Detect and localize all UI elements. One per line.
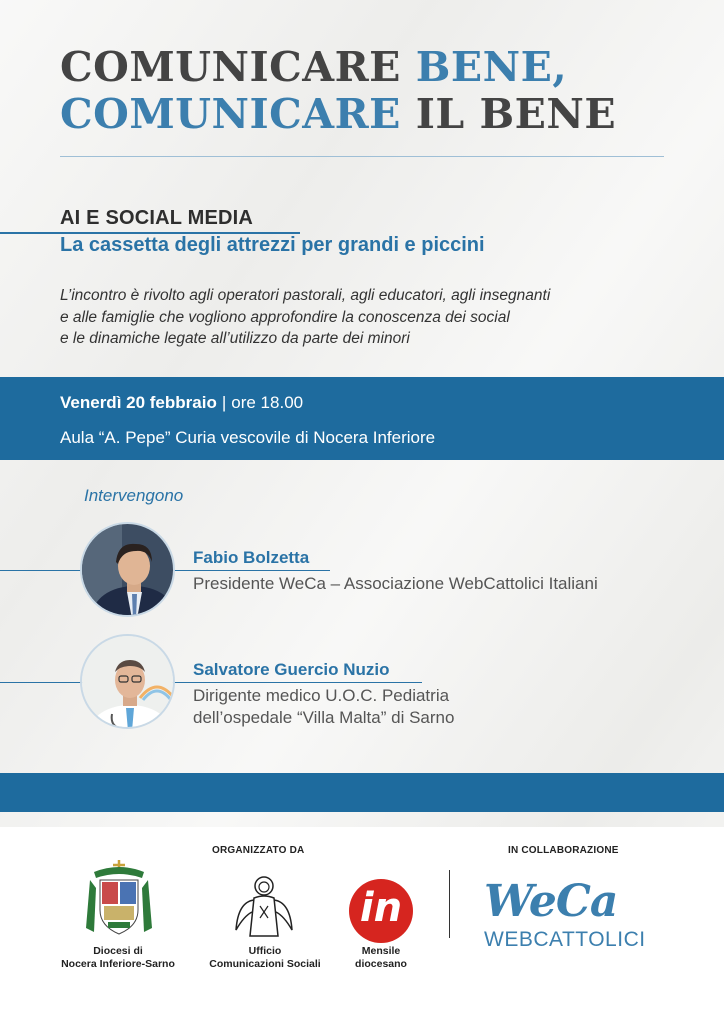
speaker-2-role-line-1: Dirigente medico U.O.C. Pediatria	[193, 686, 450, 705]
intro-line-1: L’incontro è rivolto agli operatori pastorali, agli educatori, agli insegnanti	[60, 287, 551, 304]
office-caption	[200, 945, 330, 971]
event-time: ore 18.00	[231, 393, 304, 412]
title-divider	[60, 156, 664, 157]
office-caption-line-2: Comunicazioni Sociali	[209, 958, 321, 970]
event-separator: |	[221, 393, 227, 412]
mensile-caption-line-1: Mensile	[361, 945, 401, 957]
topic-title: AI E SOCIAL MEDIA	[60, 207, 254, 229]
mensile-logo-icon	[349, 879, 413, 943]
diocese-caption	[48, 945, 188, 971]
mensile-caption	[341, 945, 421, 971]
main-title	[60, 44, 680, 138]
diocese-crest-icon	[84, 858, 154, 938]
speaker-2-role-line-2: dell’ospedale “Villa Malta” di Sarno	[193, 708, 455, 727]
intro-text	[60, 285, 660, 350]
event-venue: Aula “A. Pepe” Curia vescovile di Nocera Inferiore	[60, 428, 436, 447]
diocese-caption-line-2: Nocera Inferiore-Sarno	[61, 958, 175, 970]
intro-line-2: e alle famiglie che vogliono approfondire la conoscenza dei social	[60, 308, 510, 326]
main-title-word-3: COMUNICARE	[60, 90, 401, 138]
angel-logo-icon	[234, 872, 294, 940]
collaboration-label: IN COLLABORAZIONE	[508, 845, 619, 856]
main-title-word-1: COMUNICARE	[60, 43, 401, 91]
weca-logo-word: WeCa	[484, 876, 618, 927]
intro-line-3: e le dinamiche legate all’utilizzo da parte dei minori	[60, 330, 410, 347]
organized-by-label: ORGANIZZATO DA	[212, 845, 305, 856]
speaker-1-role: Presidente WeCa – Associazione WebCattolici Italiani	[193, 574, 598, 593]
weca-logo-subtitle: WEBCATTOLICI	[484, 928, 646, 951]
speaker-2-underline	[0, 682, 422, 683]
main-title-word-2: BENE,	[415, 43, 568, 91]
topic-subtitle: La cassetta degli attrezzi per grandi e piccini	[60, 234, 485, 256]
mensile-logo-text: in	[359, 885, 403, 931]
speaker-2-photo	[80, 634, 175, 729]
office-caption-line-1: Ufficio	[248, 945, 282, 957]
speakers-heading: Intervengono	[84, 486, 184, 505]
main-title-word-4: IL BENE	[415, 90, 617, 138]
event-date: Venerdì 20 febbraio	[60, 393, 217, 412]
speaker-2-role	[193, 685, 454, 729]
logo-divider	[449, 870, 450, 938]
event-when	[60, 393, 303, 413]
diocese-caption-line-1: Diocesi di	[93, 945, 143, 957]
bottom-band	[0, 773, 724, 812]
speaker-1-photo	[80, 522, 175, 617]
speaker-1-name: Fabio Bolzetta	[193, 548, 310, 567]
mensile-caption-line-2: diocesano	[355, 958, 407, 970]
speaker-2-name: Salvatore Guercio Nuzio	[193, 660, 390, 679]
main-title-line-1	[60, 44, 680, 91]
main-title-line-2	[60, 91, 680, 138]
